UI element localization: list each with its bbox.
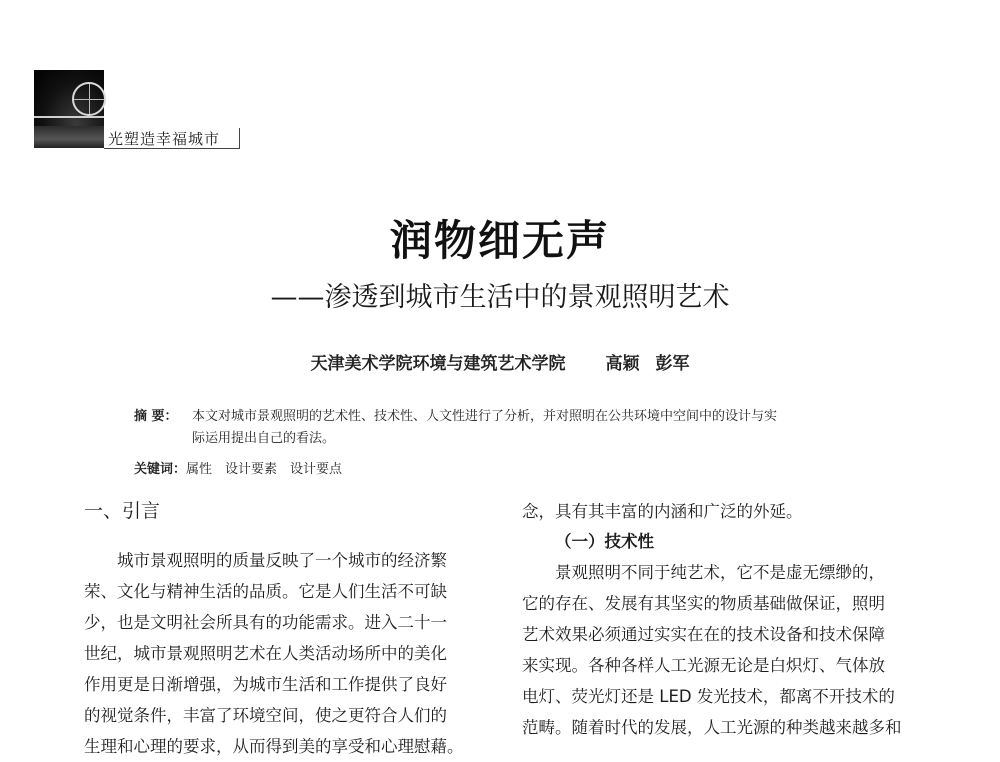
article-title: 润物细无声	[389, 216, 610, 265]
abstract-line-1: 本文对城市景观照明的艺术性、技术性、人文性进行了分析，并对照明在公共环境中空间中的设计与实	[192, 409, 778, 424]
body-line: 少，也是文明社会所具有的功能需求。进入二十一	[84, 613, 447, 632]
section-heading-introduction: 一、引言	[84, 500, 161, 522]
left-column	[84, 496, 484, 762]
body-line: 范畴。随着时代的发展，人工光源的种类越来越多和	[522, 718, 902, 737]
abstract	[134, 406, 894, 450]
subheading-technical: （一）技术性	[555, 532, 654, 551]
ferris-wheel-graphic	[72, 82, 106, 116]
body-line: 的视觉条件，丰富了环境空间，使之更符合人们的	[84, 706, 447, 725]
body-line: 世纪，城市景观照明艺术在人类活动场所中的美化	[84, 644, 447, 663]
body-line: 生理和心理的要求，从而得到美的享受和心理慰藉。	[84, 737, 464, 756]
abstract-line-2: 际运用提出自己的看法。	[192, 431, 336, 446]
water-graphic	[34, 126, 104, 148]
body-line: 艺术效果必须通过实实在在的技术设备和技术保障	[522, 625, 885, 644]
body-line: 念，具有其丰富的内涵和广泛的外延。	[522, 502, 803, 521]
body-line: 它的存在、发展有其坚实的物质基础做保证，照明	[522, 594, 885, 613]
institution: 天津美术学院环境与建筑艺术学院	[310, 354, 566, 374]
author-line	[0, 349, 1000, 374]
section-tag-divider	[239, 128, 240, 149]
header-thumbnail-photo	[34, 70, 104, 148]
body-line: 城市景观照明的质量反映了一个城市的经济繁	[117, 551, 447, 570]
body-line: 电灯、荧光灯还是 LED 发光技术，都离不开技术的	[522, 687, 895, 706]
author-2: 彭军	[655, 354, 690, 374]
body-line: 景观照明不同于纯艺术，它不是虚无缥缈的，	[555, 563, 885, 582]
keywords-text: 属性 设计要素 设计要点	[186, 462, 343, 477]
section-tag-underline	[104, 148, 240, 149]
body-line: 来实现。各种各样人工光源无论是白炽灯、气体放	[522, 656, 885, 675]
body-line: 荣、文化与精神生活的品质。它是人们生活不可缺	[84, 582, 447, 601]
body-line: 作用更是日渐增强，为城市生活和工作提供了良好	[84, 675, 447, 694]
article-subtitle: ——渗透到城市生活中的景观照明艺术	[270, 282, 730, 313]
keywords	[134, 458, 342, 477]
section-tag: 光塑造幸福城市	[108, 130, 221, 148]
abstract-label: 摘 要：	[134, 409, 178, 424]
right-column	[522, 496, 922, 743]
author-1: 高颖	[605, 354, 640, 374]
keywords-label: 关键词：	[134, 462, 187, 477]
